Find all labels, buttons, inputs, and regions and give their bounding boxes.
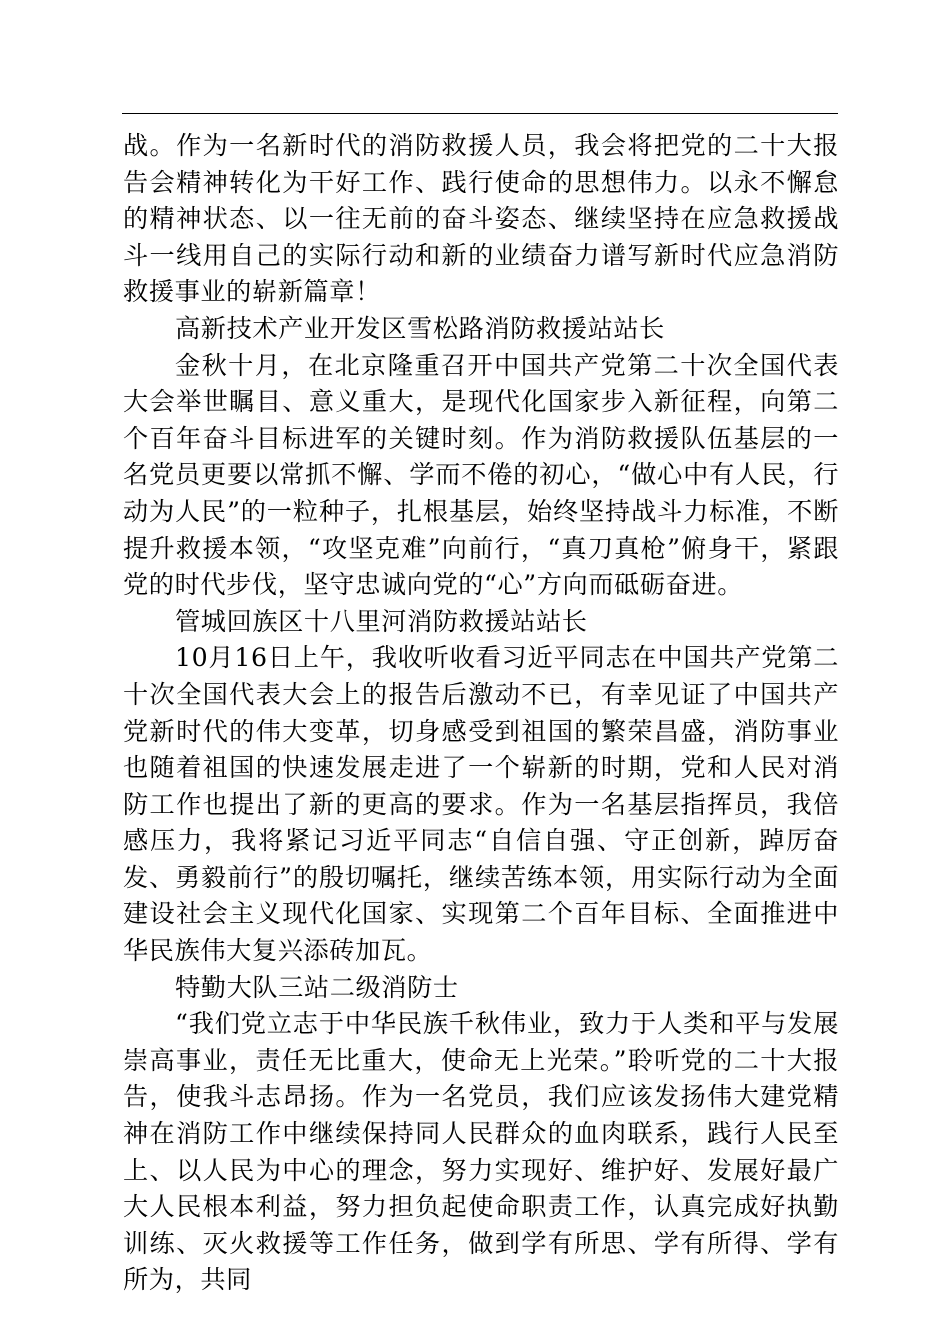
paragraph-body: 金秋十月，在北京隆重召开中国共产党第二十次全国代表大会举世瞩目、意义重大，是现代化国家步入新征程，向第二个百年奋斗目标进军的关键时刻。作为消防救援队伍基层的一名党员更要以常抓不懈、学而不倦的初心，“做心中有人民，行动为人民”的一粒种子，扎根基层，始终坚持战斗力标准，不断提升救援本领，“攻坚克难”向前行，“真刀真枪”俯身干，紧跟党的时代步伐，坚守忠诚向党的“心”方向而砥砺奋进。 [123, 350, 839, 600]
paragraph-continuation: 战。作为一名新时代的消防救援人员，我会将把党的二十大报告会精神转化为干好工作、践行使命的思想伟力。以永不懈怠的精神状态、以一往无前的奋斗姿态、继续坚持在应急救援战斗一线用自己的实际行动和新的业绩奋力谱写新时代应急消防救援事业的崭新篇章！ [123, 131, 839, 307]
signature-line: 特勤大队三站二级消防士 [175, 972, 459, 1002]
document-body [123, 128, 839, 1299]
paragraph-body: 10月16日上午，我收听收看习近平同志在中国共产党第二十次全国代表大会上的报告后激动不已，有幸见证了中国共产党新时代的伟大变革，切身感受到祖国的繁荣昌盛，消防事业也随着祖国的快速发展走进了一个崭新的时期，党和人民对消防工作也提出了新的更高的要求。作为一名基层指挥员，我倍感压力，我将紧记习近平同志“自信自强、守正创新，踔厉奋发、勇毅前行”的殷切嘱托，继续苦练本领，用实际行动为全面建设社会主义现代化国家、实现第二个百年目标、全面推进中华民族伟大复兴添砖加瓦。 [123, 643, 839, 966]
signature-line: 管城回族区十八里河消防救援站站长 [175, 606, 588, 636]
signature-line: 高新技术产业开发区雪松路消防救援站站长 [175, 313, 665, 343]
paragraph-body: “我们党立志于中华民族千秋伟业，致力于人类和平与发展崇高事业，责任无比重大，使命无上光荣。”聆听党的二十大报告，使我斗志昂扬。作为一名党员，我们应该发扬伟大建党精神在消防工作中继续保持同人民群众的血肉联系，践行人民至上、以人民为中心的理念，努力实现好、维护好、发展好最广大人民根本利益，努力担负起使命职责工作，认真完成好执勤训练、灭火救援等工作任务，做到学有所思、学有所得、学有所为，共同 [123, 1009, 839, 1295]
header-rule [122, 113, 838, 114]
